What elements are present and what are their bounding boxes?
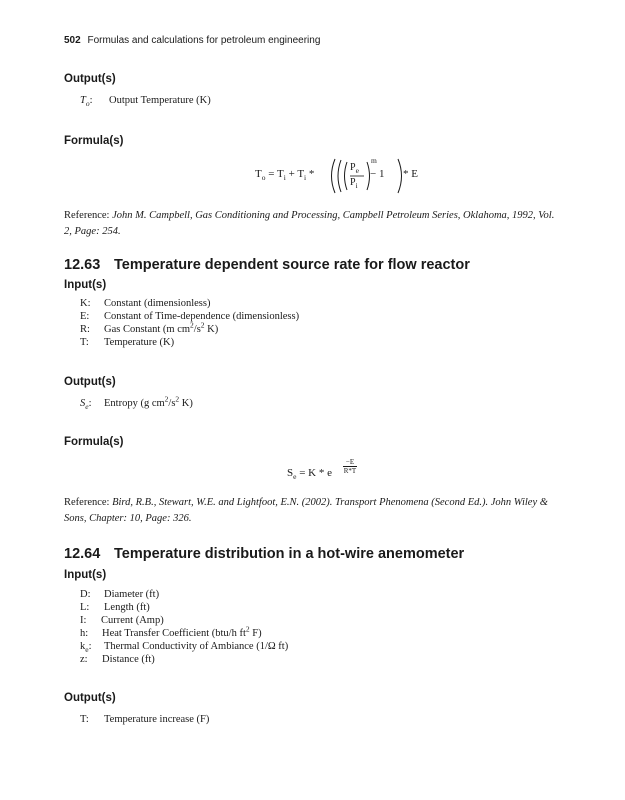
input-heading-64: Input(s) xyxy=(64,569,107,581)
formula-1-lhs: $T_o = T_i + T_i$ * xyxy=(255,168,315,183)
page-number: 502 xyxy=(64,35,81,46)
formula-1-denominator: $P_i$ xyxy=(350,177,358,190)
formula-1 xyxy=(255,157,455,195)
section-number: 12.63 xyxy=(64,257,101,273)
section-title-text: Temperature dependent source rate for flow reactor xyxy=(114,257,470,273)
formula-1-tail: * E xyxy=(403,168,418,180)
formula-63-lhs: $S_e = K * e$ xyxy=(287,467,332,482)
formula-heading-1: Formula(s) xyxy=(64,135,124,147)
formula-1-minus-one: − 1 xyxy=(370,168,385,180)
running-title: Formulas and calculations for petroleum engineering xyxy=(87,35,321,46)
formula-1-exponent: m xyxy=(371,156,377,165)
reference-1: Reference: John M. Campbell, Gas Conditioning and Processing, Campbell Petroleum Series, Oklahoma, 1992, Vol. 2, Page: 254. xyxy=(64,210,555,237)
formula-63 xyxy=(287,458,387,484)
section-number: 12.64 xyxy=(64,546,101,562)
formula-1-numerator: $P_e$ xyxy=(350,162,359,175)
formula-63-exponent: −E R*T xyxy=(343,458,357,475)
output-heading-63: Output(s) xyxy=(64,376,116,388)
output-var-symbol: $T_o$: xyxy=(80,95,93,109)
reference-63: Reference: Bird, R.B., Stewart, W.E. and Lightfoot, E.N. (2002). Transport Phenomena (Second Ed.). John Wiley & Sons, Chapter: 10, Page: 326. xyxy=(64,497,548,524)
input-heading-63: Input(s) xyxy=(64,279,107,291)
running-head xyxy=(64,35,320,46)
section-title-12-63 xyxy=(64,257,470,273)
output-heading-1: Output(s) xyxy=(64,73,116,85)
formula-heading-63: Formula(s) xyxy=(64,436,124,448)
output-var-desc: Output Temperature (K) xyxy=(109,95,211,106)
section-title-text: Temperature distribution in a hot-wire anemometer xyxy=(114,546,465,562)
section-title-12-64 xyxy=(64,546,464,562)
output-heading-64: Output(s) xyxy=(64,692,116,704)
